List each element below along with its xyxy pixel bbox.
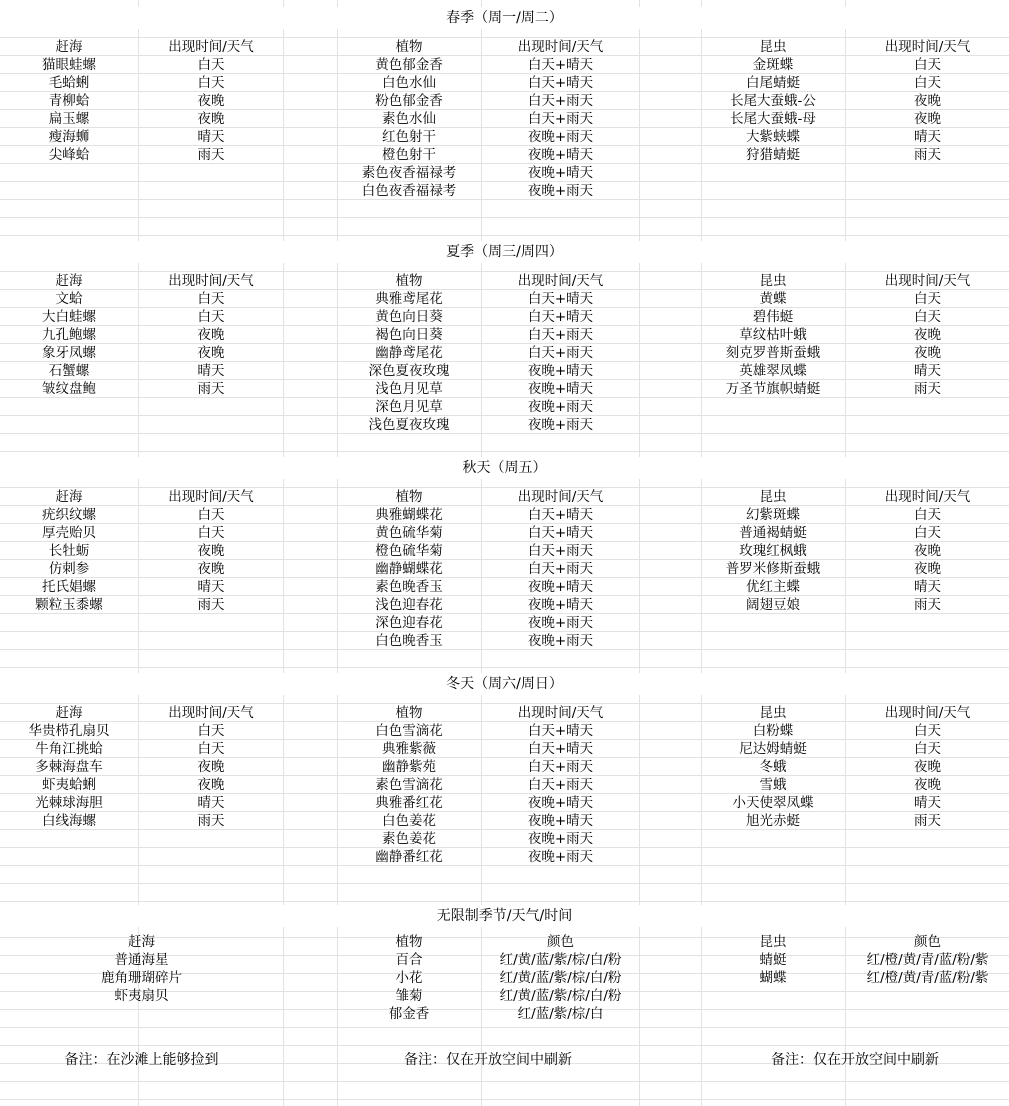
beach-time-cell xyxy=(139,164,283,182)
insect-time-cell xyxy=(846,164,1009,182)
insect-time-cell: 白天 xyxy=(914,723,941,739)
plant-time-cell: 夜晚+晴天 xyxy=(527,165,594,181)
plant-item-cell: 白色水仙 xyxy=(382,75,436,91)
section-title: 冬天（周六/周日） xyxy=(0,673,1009,695)
plant-item-cell: 典雅鸢尾花 xyxy=(375,291,443,307)
column-header: 赶海 xyxy=(55,39,83,55)
column-header: 昆虫 xyxy=(759,934,787,950)
plant-item-cell: 深色迎春花 xyxy=(375,615,443,631)
beach-time-cell xyxy=(139,830,283,848)
beach-item-cell xyxy=(0,632,138,650)
beach-time-cell: 夜晚 xyxy=(197,759,225,775)
beach-time-cell xyxy=(139,848,283,866)
plant-time-cell: 夜晚+雨天 xyxy=(527,399,594,415)
insect-time-cell xyxy=(846,182,1009,200)
table-row xyxy=(0,848,1009,866)
table-row xyxy=(0,416,1009,434)
plant-color-cell: 红/黄/蓝/紫/棕/白/粉 xyxy=(499,988,622,1004)
column-header: 颜色 xyxy=(547,934,574,950)
table-row xyxy=(0,74,1009,92)
plant-time-cell: 白天+晴天 xyxy=(527,57,594,73)
insect-time-cell: 白天 xyxy=(914,525,941,541)
grid-row-line xyxy=(0,883,1009,884)
plant-item-cell: 幽静番红花 xyxy=(375,849,443,865)
column-header: 植物 xyxy=(395,39,423,55)
insect-item-cell: 冬蛾 xyxy=(759,759,787,775)
plant-time-cell: 白天+雨天 xyxy=(527,561,594,577)
beach-item-cell: 白线海螺 xyxy=(42,813,96,829)
plant-item-cell: 红色射干 xyxy=(382,129,436,145)
plant-time-cell: 夜晚+雨天 xyxy=(527,417,594,433)
plant-item-cell: 黄色硫华菊 xyxy=(375,525,443,541)
insect-item-cell: 碧伟蜓 xyxy=(752,309,794,325)
grid-row-line xyxy=(0,1081,1009,1082)
table-row xyxy=(0,182,1009,200)
beach-time-cell: 夜晚 xyxy=(197,111,225,127)
insect-item-cell xyxy=(701,614,845,632)
beach-time-cell: 晴天 xyxy=(197,129,225,145)
beach-time-cell: 夜晚 xyxy=(197,777,225,793)
section-title: 春季（周一/周二） xyxy=(0,7,1009,29)
insect-item-cell: 狩猎蜻蜓 xyxy=(746,147,800,163)
beach-item-cell: 牛角江挑蛤 xyxy=(35,741,103,757)
plant-time-cell: 白天+晴天 xyxy=(527,291,594,307)
beach-item-cell: 鹿角珊瑚碎片 xyxy=(101,970,182,986)
beach-time-cell xyxy=(139,398,283,416)
plant-item-cell: 浅色夏夜玫瑰 xyxy=(368,417,450,433)
plant-time-cell: 白天+雨天 xyxy=(527,777,594,793)
plant-item-cell: 郁金香 xyxy=(388,1006,430,1022)
plant-time-cell: 白天+雨天 xyxy=(527,543,594,559)
table-row xyxy=(0,987,1009,1005)
table-row xyxy=(0,362,1009,380)
grid-row-line xyxy=(0,1099,1009,1100)
beach-item-cell: 多棘海盘车 xyxy=(35,759,103,775)
beach-time-cell: 夜晚 xyxy=(197,345,225,361)
insect-item-cell xyxy=(701,987,845,1005)
beach-item-cell: 石蟹螺 xyxy=(48,363,90,379)
grid-row-line xyxy=(0,217,1009,218)
beach-time-cell: 雨天 xyxy=(197,147,225,163)
insect-time-cell: 夜晚 xyxy=(914,93,941,109)
plant-time-cell: 夜晚+晴天 xyxy=(527,579,594,595)
plant-item-cell: 素色姜花 xyxy=(382,831,436,847)
plant-item-cell: 褐色向日葵 xyxy=(375,327,443,343)
insect-color-cell xyxy=(846,987,1009,1005)
grid-row-line xyxy=(0,667,1009,668)
beach-time-cell xyxy=(139,614,283,632)
plant-time-cell: 白天+雨天 xyxy=(527,111,594,127)
insect-time-cell: 白天 xyxy=(914,75,941,91)
insect-item-cell: 蝴蝶 xyxy=(759,970,787,986)
table-row xyxy=(0,740,1009,758)
beach-time-cell: 晴天 xyxy=(197,363,225,379)
insect-time-cell: 夜晚 xyxy=(914,111,941,127)
plant-item-cell: 幽静鸢尾花 xyxy=(375,345,443,361)
plant-time-cell: 白天+雨天 xyxy=(527,93,594,109)
beach-item-cell: 九孔鲍螺 xyxy=(42,327,96,343)
plant-time-cell: 白天+晴天 xyxy=(527,309,594,325)
beach-time-cell: 白天 xyxy=(197,741,225,757)
plant-time-cell: 白天+晴天 xyxy=(527,741,594,757)
beach-time-cell: 雨天 xyxy=(197,813,225,829)
table-row xyxy=(0,1005,1009,1023)
beach-time-cell: 夜晚 xyxy=(197,327,225,343)
plant-color-cell: 红/蓝/紫/棕/白 xyxy=(517,1006,604,1022)
beach-item-cell xyxy=(0,182,138,200)
column-header: 出现时间/天气 xyxy=(884,705,971,721)
table-row xyxy=(0,128,1009,146)
insect-time-cell: 夜晚 xyxy=(914,327,941,343)
plant-item-cell: 深色夏夜玫瑰 xyxy=(368,363,450,379)
plant-item-cell: 素色水仙 xyxy=(382,111,436,127)
column-header: 出现时间/天气 xyxy=(884,39,971,55)
column-header: 植物 xyxy=(395,489,423,505)
beach-time-cell: 雨天 xyxy=(197,597,225,613)
insect-time-cell xyxy=(846,632,1009,650)
column-header: 昆虫 xyxy=(759,705,787,721)
table-row xyxy=(0,164,1009,182)
insect-item-cell: 尼达姆蜻蜓 xyxy=(739,741,807,757)
beach-time-cell: 夜晚 xyxy=(197,561,225,577)
plant-item-cell: 白色晚香玉 xyxy=(375,633,443,649)
header-row xyxy=(0,272,1009,290)
beach-item-cell: 扁玉螺 xyxy=(48,111,90,127)
plant-time-cell: 白天+晴天 xyxy=(527,507,594,523)
column-header: 昆虫 xyxy=(759,489,787,505)
insect-item-cell: 长尾大蚕蛾-公 xyxy=(730,93,816,109)
beach-item-cell: 厚壳贻贝 xyxy=(42,525,96,541)
insect-item-cell: 雪蛾 xyxy=(759,777,787,793)
column-header: 出现时间/天气 xyxy=(517,273,604,289)
plant-time-cell: 夜晚+雨天 xyxy=(527,633,594,649)
beach-item-cell xyxy=(0,164,138,182)
beach-item-cell: 皱纹盘鲍 xyxy=(42,381,96,397)
table-row xyxy=(0,380,1009,398)
table-row xyxy=(0,632,1009,650)
remark-note: 备注：在沙滩上能够捡到 xyxy=(64,1052,219,1068)
beach-time-cell xyxy=(139,416,283,434)
insect-color-cell xyxy=(846,1005,1009,1023)
table-row xyxy=(0,830,1009,848)
grid-row-line xyxy=(0,235,1009,236)
insect-time-cell: 夜晚 xyxy=(914,777,941,793)
column-header: 赶海 xyxy=(55,273,83,289)
header-row xyxy=(0,488,1009,506)
table-row xyxy=(0,506,1009,524)
insect-time-cell: 雨天 xyxy=(914,381,941,397)
plant-item-cell: 白色夜香福禄考 xyxy=(361,183,457,199)
plant-item-cell: 幽静蝴蝶花 xyxy=(375,561,443,577)
table-row xyxy=(0,596,1009,614)
insect-time-cell: 雨天 xyxy=(914,813,941,829)
header-row xyxy=(0,38,1009,56)
insect-time-cell: 晴天 xyxy=(914,129,941,145)
insect-item-cell: 长尾大蚕蛾-母 xyxy=(730,111,816,127)
plant-time-cell: 夜晚+晴天 xyxy=(527,147,594,163)
plant-color-cell: 红/黄/蓝/紫/棕/白/粉 xyxy=(499,952,622,968)
beach-item-cell: 虾夷蛤蜊 xyxy=(42,777,96,793)
beach-item-cell: 仿刺参 xyxy=(48,561,90,577)
plant-item-cell: 素色晚香玉 xyxy=(375,579,443,595)
insect-time-cell xyxy=(846,614,1009,632)
plant-time-cell: 夜晚+雨天 xyxy=(527,831,594,847)
plant-time-cell: 白天+晴天 xyxy=(527,75,594,91)
beach-time-cell: 白天 xyxy=(197,57,225,73)
plant-time-cell: 夜晚+晴天 xyxy=(527,597,594,613)
plant-time-cell: 白天+雨天 xyxy=(527,327,594,343)
column-header: 昆虫 xyxy=(759,273,787,289)
insect-time-cell: 晴天 xyxy=(914,579,941,595)
grid-row-line xyxy=(0,1027,1009,1028)
plant-time-cell: 夜晚+晴天 xyxy=(527,813,594,829)
plant-item-cell: 浅色月见草 xyxy=(375,381,443,397)
insect-item-cell: 优红主蝶 xyxy=(746,579,800,595)
plant-item-cell: 素色夜香福禄考 xyxy=(361,165,457,181)
beach-time-cell: 白天 xyxy=(197,75,225,91)
insect-time-cell xyxy=(846,416,1009,434)
beach-item-cell xyxy=(0,398,138,416)
column-header: 昆虫 xyxy=(759,39,787,55)
insect-item-cell: 白粉蝶 xyxy=(752,723,794,739)
table-row xyxy=(0,290,1009,308)
plant-item-cell: 典雅紫薇 xyxy=(382,741,436,757)
beach-item-cell: 瘦海蛳 xyxy=(48,129,90,145)
column-header: 植物 xyxy=(395,273,423,289)
column-header: 赶海 xyxy=(55,705,83,721)
insect-item-cell xyxy=(701,848,845,866)
grid-row-line xyxy=(0,901,1009,902)
insect-item-cell xyxy=(701,398,845,416)
plant-item-cell: 典雅蝴蝶花 xyxy=(375,507,443,523)
column-header: 植物 xyxy=(395,705,423,721)
plant-item-cell: 白色雪滴花 xyxy=(375,723,443,739)
table-row xyxy=(0,56,1009,74)
beach-time-cell: 白天 xyxy=(197,291,225,307)
insect-item-cell xyxy=(701,632,845,650)
beach-time-cell: 晴天 xyxy=(197,579,225,595)
beach-item-cell: 青柳蛤 xyxy=(48,93,90,109)
table-row xyxy=(0,344,1009,362)
plant-time-cell: 白天+晴天 xyxy=(527,723,594,739)
insect-item-cell xyxy=(701,164,845,182)
plant-item-cell: 黄色向日葵 xyxy=(375,309,443,325)
plant-time-cell: 夜晚+雨天 xyxy=(527,849,594,865)
beach-item-cell: 文蛤 xyxy=(55,291,83,307)
plant-item-cell: 白色姜花 xyxy=(382,813,436,829)
table-row xyxy=(0,969,1009,987)
insect-item-cell: 万圣节旗帜蜻蜓 xyxy=(725,381,821,397)
insect-time-cell: 白天 xyxy=(914,291,941,307)
insect-time-cell: 夜晚 xyxy=(914,543,941,559)
plant-time-cell: 夜晚+雨天 xyxy=(527,129,594,145)
insect-time-cell: 白天 xyxy=(914,741,941,757)
beach-item-cell: 普通海星 xyxy=(114,952,169,968)
insect-item-cell: 小天使翠凤蝶 xyxy=(732,795,814,811)
beach-item-cell xyxy=(0,848,138,866)
table-row xyxy=(0,110,1009,128)
table-row xyxy=(0,776,1009,794)
column-header: 出现时间/天气 xyxy=(168,39,254,55)
table-row xyxy=(0,398,1009,416)
table-row xyxy=(0,308,1009,326)
beach-time-cell xyxy=(139,632,283,650)
section-title: 无限制季节/天气/时间 xyxy=(0,905,1009,927)
plant-item-cell: 百合 xyxy=(395,952,423,968)
plant-item-cell: 雏菊 xyxy=(395,988,423,1004)
insect-item-cell: 金斑蝶 xyxy=(752,57,794,73)
table-row xyxy=(0,560,1009,578)
beach-time-cell: 夜晚 xyxy=(197,93,225,109)
insect-color-cell: 红/橙/黄/青/蓝/粉/紫 xyxy=(866,952,989,968)
insect-item-cell: 玫瑰红枫蛾 xyxy=(739,543,807,559)
column-header: 出现时间/天气 xyxy=(884,273,971,289)
plant-item-cell: 浅色迎春花 xyxy=(375,597,443,613)
insect-time-cell: 白天 xyxy=(914,309,941,325)
plant-item-cell: 橙色硫华菊 xyxy=(375,543,443,559)
table-row xyxy=(0,758,1009,776)
table-row xyxy=(0,614,1009,632)
beach-item-cell xyxy=(0,1005,283,1023)
insect-item-cell: 普罗米修斯蚕蛾 xyxy=(725,561,821,577)
table-row xyxy=(0,92,1009,110)
insect-time-cell xyxy=(846,830,1009,848)
plant-item-cell: 深色月见草 xyxy=(375,399,443,415)
table-row xyxy=(0,146,1009,164)
insect-time-cell: 夜晚 xyxy=(914,345,941,361)
plant-time-cell: 夜晚+晴天 xyxy=(527,363,594,379)
insect-item-cell xyxy=(701,1005,845,1023)
plant-time-cell: 白天+雨天 xyxy=(527,759,594,775)
table-row xyxy=(0,794,1009,812)
beach-item-cell: 虾夷扇贝 xyxy=(114,988,169,1004)
plant-time-cell: 夜晚+晴天 xyxy=(527,381,594,397)
beach-item-cell xyxy=(0,614,138,632)
insect-item-cell: 大紫蛱蝶 xyxy=(746,129,800,145)
beach-item-cell: 猫眼蛙螺 xyxy=(42,57,96,73)
insect-time-cell: 白天 xyxy=(914,57,941,73)
column-header: 出现时间/天气 xyxy=(168,489,254,505)
plant-time-cell: 白天+雨天 xyxy=(527,345,594,361)
insect-time-cell: 晴天 xyxy=(914,363,941,379)
column-header: 赶海 xyxy=(128,934,155,950)
beach-item-cell: 毛蛤蜊 xyxy=(48,75,90,91)
beach-item-cell: 象牙凤螺 xyxy=(42,345,96,361)
insect-item-cell: 蜻蜓 xyxy=(759,952,787,968)
column-header: 出现时间/天气 xyxy=(168,705,254,721)
insect-item-cell xyxy=(701,416,845,434)
remark-note: 备注：仅在开放空间中刷新 xyxy=(771,1052,939,1068)
insect-item-cell: 白尾蜻蜓 xyxy=(746,75,800,91)
beach-time-cell: 白天 xyxy=(197,723,225,739)
plant-time-cell: 夜晚+雨天 xyxy=(527,183,594,199)
beach-item-cell: 光棘球海胆 xyxy=(35,795,103,811)
insect-item-cell: 旭光赤蜓 xyxy=(746,813,800,829)
insect-item-cell: 幻紫斑蝶 xyxy=(746,507,800,523)
insect-item-cell xyxy=(701,830,845,848)
column-header: 赶海 xyxy=(55,489,83,505)
column-header: 植物 xyxy=(395,934,423,950)
table-row xyxy=(0,722,1009,740)
insect-time-cell: 晴天 xyxy=(914,795,941,811)
insect-item-cell xyxy=(701,182,845,200)
table-row xyxy=(0,578,1009,596)
plant-item-cell: 小花 xyxy=(395,970,423,986)
column-header: 出现时间/天气 xyxy=(168,273,254,289)
beach-time-cell: 白天 xyxy=(197,507,225,523)
beach-item-cell: 托氏娼螺 xyxy=(42,579,96,595)
beach-item-cell: 疣织纹螺 xyxy=(42,507,96,523)
beach-time-cell: 白天 xyxy=(197,525,225,541)
beach-time-cell: 晴天 xyxy=(197,795,225,811)
section-title: 秋天（周五） xyxy=(0,457,1009,479)
grid-row-line xyxy=(0,451,1009,452)
column-header: 颜色 xyxy=(914,934,941,950)
insect-color-cell: 红/橙/黄/青/蓝/粉/紫 xyxy=(866,970,989,986)
plant-time-cell: 夜晚+雨天 xyxy=(527,615,594,631)
insect-time-cell xyxy=(846,398,1009,416)
beach-time-cell xyxy=(139,182,283,200)
insect-time-cell: 夜晚 xyxy=(914,759,941,775)
table-row xyxy=(0,951,1009,969)
column-header: 出现时间/天气 xyxy=(517,489,604,505)
beach-item-cell: 大白蛙螺 xyxy=(42,309,96,325)
insect-time-cell: 白天 xyxy=(914,507,941,523)
insect-item-cell: 阔翅豆娘 xyxy=(746,597,800,613)
insect-item-cell: 英雄翠凤蝶 xyxy=(739,363,807,379)
beach-time-cell: 白天 xyxy=(197,309,225,325)
column-header: 出现时间/天气 xyxy=(884,489,971,505)
insect-item-cell: 刻克罗普斯蚕蛾 xyxy=(725,345,821,361)
table-row xyxy=(0,326,1009,344)
beach-item-cell: 华贵栉孔扇贝 xyxy=(28,723,110,739)
insect-time-cell xyxy=(846,848,1009,866)
plant-item-cell: 素色雪滴花 xyxy=(375,777,443,793)
insect-time-cell: 雨天 xyxy=(914,597,941,613)
insect-time-cell: 雨天 xyxy=(914,147,941,163)
header-row xyxy=(0,704,1009,722)
remark-note: 备注：仅在开放空间中刷新 xyxy=(404,1052,572,1068)
plant-item-cell: 幽静紫苑 xyxy=(382,759,436,775)
insect-time-cell: 夜晚 xyxy=(914,561,941,577)
beach-item-cell: 颗粒玉黍螺 xyxy=(35,597,103,613)
plant-color-cell: 红/黄/蓝/紫/棕/白/粉 xyxy=(499,970,622,986)
column-header: 出现时间/天气 xyxy=(517,39,604,55)
beach-item-cell: 长牡蛎 xyxy=(48,543,90,559)
plant-item-cell: 典雅番红花 xyxy=(375,795,443,811)
beach-time-cell: 雨天 xyxy=(197,381,225,397)
insect-item-cell: 普通褐蜻蜓 xyxy=(739,525,807,541)
beach-item-cell xyxy=(0,416,138,434)
column-header: 出现时间/天气 xyxy=(517,705,604,721)
beach-time-cell: 夜晚 xyxy=(197,543,225,559)
plant-item-cell: 粉色郁金香 xyxy=(375,93,443,109)
plant-item-cell: 橙色射干 xyxy=(382,147,436,163)
plant-time-cell: 夜晚+晴天 xyxy=(527,795,594,811)
section-title: 夏季（周三/周四） xyxy=(0,241,1009,263)
table-row xyxy=(0,812,1009,830)
table-row xyxy=(0,524,1009,542)
beach-item-cell xyxy=(0,830,138,848)
plant-item-cell: 黄色郁金香 xyxy=(375,57,443,73)
table-row xyxy=(0,542,1009,560)
header-row xyxy=(0,933,1009,951)
insect-item-cell: 黄蝶 xyxy=(759,291,787,307)
insect-item-cell: 草纹枯叶蛾 xyxy=(739,327,807,343)
plant-time-cell: 白天+晴天 xyxy=(527,525,594,541)
beach-item-cell: 尖峰蛤 xyxy=(48,147,90,163)
